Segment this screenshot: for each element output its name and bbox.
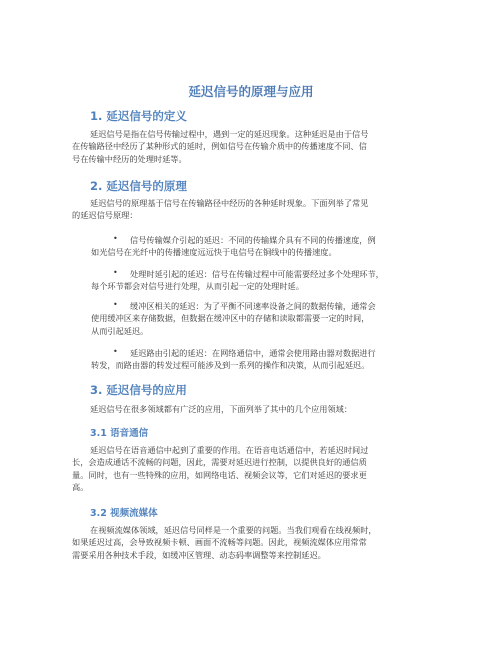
paragraph-line: 在传输路径中经历了某种形式的延时，例如信号在传输介质中的传播速度不同、信 [72,141,367,152]
paragraph-line: 在视频流媒体领域，延迟信号同样是一个重要的问题。当我们观看在线视频时， [90,525,377,535]
bullet-icon: • [113,234,118,243]
bullet-line: 每个环节都会对信号进行处理，从而引起一定的处理时延。 [91,281,304,292]
paragraph-line: 延迟信号的原理基于信号在传输路径中经历的各种延时现象。下面列举了常见 [90,198,369,208]
paragraph-line: 延迟信号是指在信号传输过程中，遇到一定的延迟现象。这种延迟是由于信号 [90,129,369,139]
section-3-intro [72,403,434,415]
bullet-line: 从而引起延迟。 [91,325,149,336]
section-3-heading: 3. 延迟信号的应用 [90,383,187,397]
bullet-item [78,234,440,259]
bullet-item [78,300,440,337]
paragraph-line: 延迟信号在很多领域都有广泛的应用，下面列举了其中的几个应用领域： [90,404,353,414]
subsection-3-1-heading: 3.1 语音通信 [90,428,149,439]
bullet-icon: • [113,268,118,277]
paragraph-line: 号在传输中经历的处理时延等。 [72,153,187,164]
paragraph-line: 延迟信号在语音通信中起到了重要的作用。在语音电话通信中，若延迟时间过 [90,445,369,455]
paragraph-line: 的延迟信号原理： [72,210,138,221]
section-1-heading: 1. 延迟信号的定义 [90,109,187,123]
bullet-line: 延迟路由引起的延迟：在网络通信中，通常会使用路由器对数据进行 [130,348,376,358]
bullet-item [78,347,440,372]
bullet-line: 转发，而路由器的转发过程可能涉及到一系列的操作和决策，从而引起延迟。 [91,360,370,371]
document-title: 延迟信号的原理与应用 [188,84,314,99]
section-2-heading: 2. 延迟信号的原理 [90,179,187,193]
bullet-line: 如光信号在光纤中的传播速度远远快于电信号在铜线中的传播速度。 [91,247,337,258]
subsection-3-2-paragraph [72,524,434,561]
bullet-icon: • [113,347,118,356]
section-1-paragraph [72,128,434,165]
paragraph-line: 如果延迟过高，会导致视频卡顿、画面不流畅等问题。因此，视频流媒体应用常常 [72,537,367,548]
bullet-line: 使用缓冲区来存储数据，但数据在缓冲区中的存储和读取都需要一定的时间， [91,313,370,324]
bullet-line: 处理时延引起的延迟：信号在传输过程中可能需要经过多个处理环节， [130,269,384,279]
section-2-intro [72,197,434,222]
subsection-3-1-paragraph [72,444,434,493]
paragraph-line: 需要采用各种技术手段，如缓冲区管理、动态码率调整等来控制延迟。 [72,549,326,560]
paragraph-line: 高。 [72,481,89,492]
bullet-line: 缓冲区相关的延迟：为了平衡不同速率设备之间的数据传输，通常会 [130,301,376,311]
bullet-icon: • [113,300,118,309]
paragraph-line: 量。同时，也有一些特殊的应用，如网络电话、视频会议等，它们对延迟的要求更 [72,469,367,480]
bullet-item [78,268,440,293]
bullet-line: 信号传输媒介引起的延迟：不同的传输媒介具有不同的传播速度，例 [130,235,376,245]
paragraph-line: 长，会造成通话不流畅的问题，因此，需要对延迟进行控制，以提供良好的通信质 [72,457,367,468]
subsection-3-2-heading: 3.2 视频流媒体 [90,508,158,519]
